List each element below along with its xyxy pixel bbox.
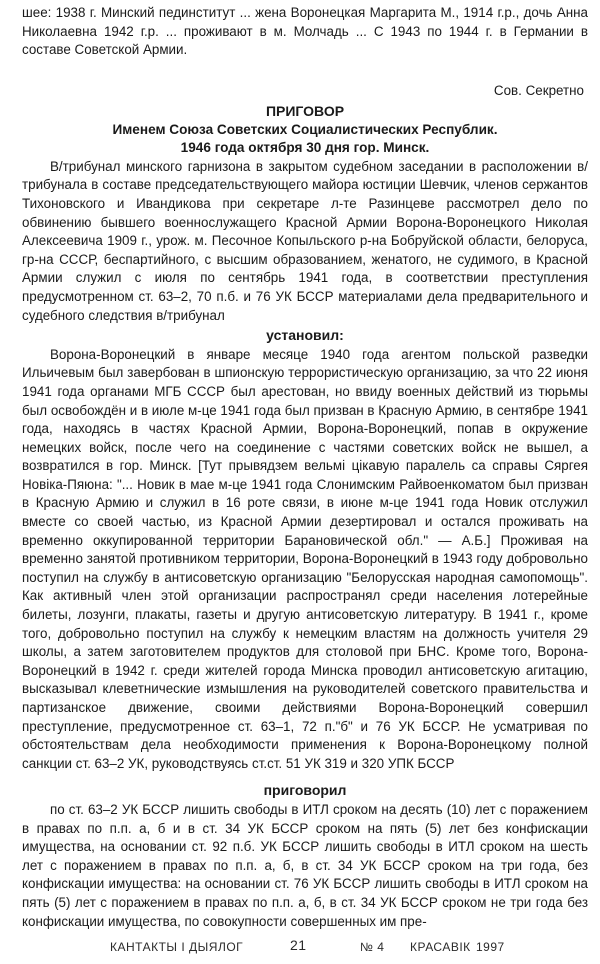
footer-issue: № 4 [360,940,385,954]
findings-paragraph: Ворона-Воронецкий в январе месяце 1940 года агентом польской разведки Ильичевым был завербован в шпионскую террористическую организацию, за что 22 июня 1941 года органами МГБ СССР был арестован, но ввиду военных действий из тюрьмы был освобождён и в июле м-це 1941 года был призван в Красную Армию, в сентябре 1941 года, находясь в частях Красной Армии, Ворона-Воронецкий, попав в окружение немецких войск, после чего на соединение с частями советских войск не вышел, а возвратился в гор. Минск. [Тут прывядзем вельмі цікавую паралель са справы Сяргея Новіка-Пяюна: "... Новик в мае м-це 1941 года Слонимским Райвоенкоматом был призван в Красную Армию и служил в 16 роте связи, в июне м-це 1941 года Новик отслужил вместе со своей частью, из Красной Армии дезертировал и остался проживать на временно оккупированной территории Барановической обл." — А.Б.] Проживая на временно занятой противником территории, Ворона-Воронецкий в 1943 году добровольно поступил на службу в антисоветскую организацию "Белорусская народная самопомощь". Как активный член этой организации распространял среди населения лотерейные билеты, лозунги, плакаты, газеты и другую антисоветскую литературу. В 1941 г., кроме того, добровольно поступил на службу к немецким властям на должность учителя 29 школы, а затем заготовителем продуктов для столовой при БНС. Кроме того, Ворона-Воронецкий в 1942 г. среди жителей города Минска проводил антисоветскую агитацию, высказывал клеветнические измышления на руководителей советского правительства и партизанское движение, своими действиями Ворона-Воронецкий совершил преступление, предусмотренное ст. 63–1, 72 п."б" и 76 УК БССР. Не усматривая по обстоятельствам дела необходимости применения к Ворона-Воронецкому полной санкции ст. 63–2 УК, руководствуясь ст.ст. 51 УК 319 и 320 УПК БССР [22,346,588,771]
footer-year: 1997 [476,940,505,954]
document-title: ПРИГОВОР [265,103,345,120]
document-page [22,4,588,931]
footer-journal-name: КАНТАКТЫ І ДЫЯЛОГ [110,940,244,954]
footer-page-number: 21 [290,937,307,953]
classification-stamp: Сов. Секретно [493,82,584,98]
document-subtitle-2: 1946 года октября 30 дня гор. Минск. [180,140,430,156]
sentence-paragraph: по ст. 63–2 УК БССР лишить свободы в ИТЛ сроком на десять (10) лет с поражением в правах по п.п. а, б и в ст. 34 УК БССР сроком на пять (5) лет без конфискации имущества, на основании ст. 92 п.б. УК БССР лишить свободы в ИТЛ сроком на шесть лет с поражением в правах по п.п. а, б, в ст. 34 УК БССР сроком на три года, без конфискации имущества: на основании ст. 76 УК БССР лишить свободы в ИТЛ сроком на пять (5) лет с поражением в правах по п.п. а, б, в ст. 34 УК БССР сроком не три года без конфискации имущества, по совокупности совершенных им пре- [22,801,588,929]
intro-paragraph: шее: 1938 г. Минский пединститут ... жена Воронецкая Маргарита М., 1914 г.р., дочь Анна Николаевна 1942 г.р. ... проживают в м. Молчадь ... С 1943 по 1944 г. в Германии в составе Советской Армии. [22,5,588,58]
section-heading-sentenced: приговорил [263,782,347,799]
section-heading-established: установил: [266,327,344,344]
document-subtitle-1: Именем Союза Советских Социалистических Республик. [112,121,498,137]
footer-month: КРАСАВІК [410,940,471,954]
page-footer [0,938,600,958]
tribunal-paragraph: В/трибунал минского гарнизона в закрытом судебном заседании в расположении в/трибунала в составе председательствующего майора юстиции Шевчик, членов сержантов Тихоновского и Ивандикова при секретаре л-те Разинцеве рассмотрел дело по обвинению бывшего военнослужащего Красной Армии Ворона-Воронецкого Николая Алексеевича 1909 г., урож. м. Песочное Копыльского р-на Бобруйской области, белоруса, гр-на СССР, беспартийного, с высшим образованием, женатого, не судимого, в Красной Армии служил с июля по сентябрь 1941 года, в соответствии преступления предусмотренном ст. 63–2, 70 п.б. и 76 УК БССР материалами дела предварительного и судебного следствия в/трибунал [22,158,588,323]
